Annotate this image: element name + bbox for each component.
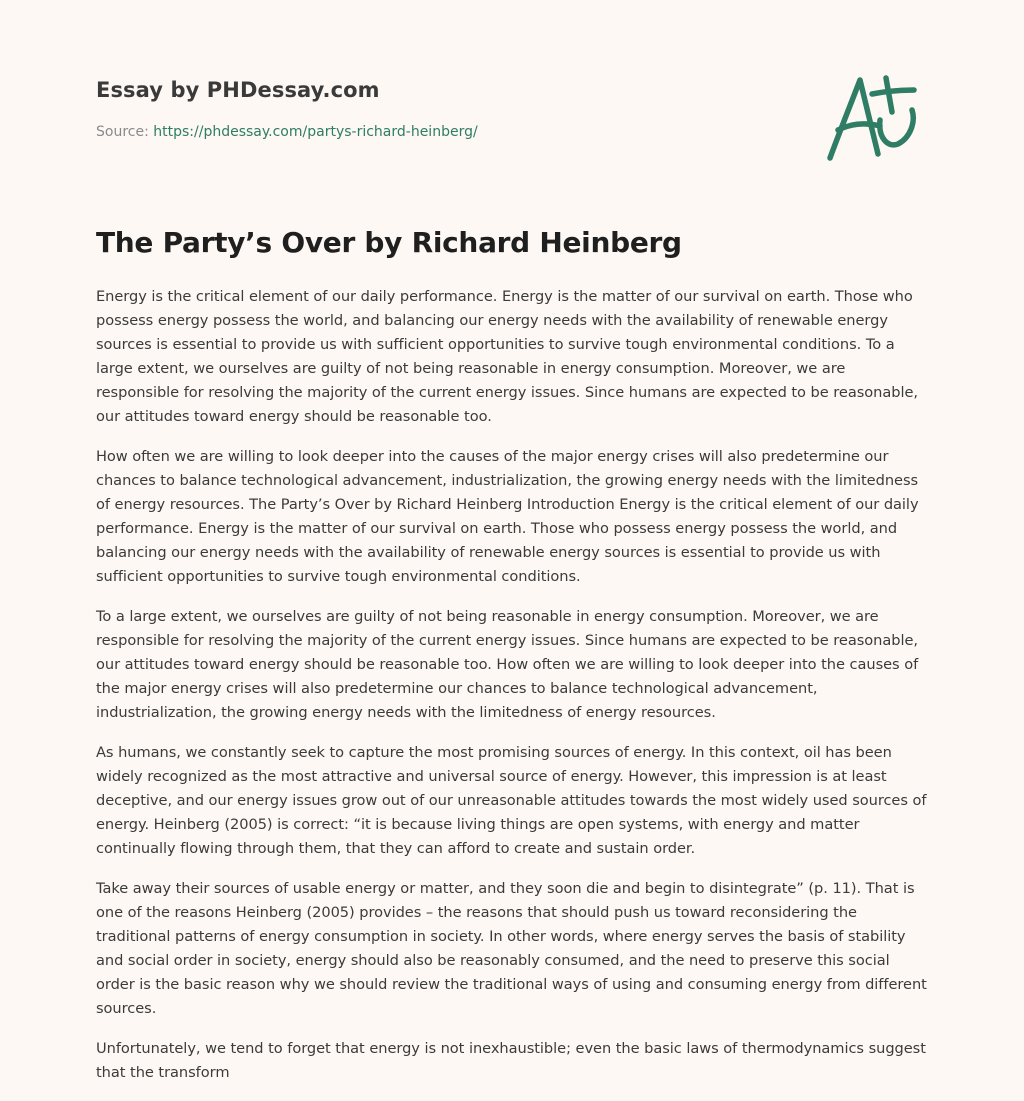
paragraph: Take away their sources of usable energy or matter, and they soon die and begin to disintegrate” (p. 11). That is one of the reasons Heinberg (2005) provides – the reasons that should push us toward reconsidering the traditional patterns of energy consumption in society. In other words, where energy serves the basis of stability and social order in society, energy should also be reasonably consumed, and the need to preserve this social order is the basic reason why we should review the traditional ways of using and consuming energy from different sources. [96,880,927,1017]
source-link[interactable]: https://phdessay.com/partys-richard-heinberg/ [153,124,478,140]
paragraph: As humans, we constantly seek to capture the most promising sources of energy. In this context, oil has been widely recognized as the most attractive and universal source of energy. However, this impression is at least deceptive, and our energy issues grow out of our unreasonable attitudes towards the most widely used sources of energy. Heinberg (2005) is correct: “it is because living things are open systems, with energy and matter continually flowing through them, that they can afford to create and sustain order. [96,744,927,857]
source-label: Source: [96,124,154,140]
paragraph: To a large extent, we ourselves are guilty of not being reasonable in energy consumption. Moreover, we are responsible for resolving the majority of the current energy issues. Since humans are expected to be reasonable, our attitudes toward energy should be reasonable too. How often we are willing to look deeper into the causes of the major energy crises will also predetermine our chances to balance technological advancement, industrialization, the growing energy needs with the limitedness of energy resources. [96,608,919,721]
article-body [96,285,932,1101]
paragraph: Energy is the critical element of our daily performance. Energy is the matter of our survival on earth. Those who possess energy possess the world, and balancing our energy needs with the availability of renewable energy sources is essential to provide us with sufficient opportunities to survive tough environmental conditions. To a large extent, we ourselves are guilty of not being reasonable in energy consumption. Moreover, we are responsible for resolving the majority of the current energy issues. Since humans are expected to be reasonable, our attitudes toward energy should be reasonable too. [96,288,918,425]
source-line [96,124,796,140]
paragraph: How often we are willing to look deeper into the causes of the major energy crises will also predetermine our chances to balance technological advancement, industrialization, the growing energy needs with the limitedness of energy resources. The Party’s Over by Richard Heinberg Introduction Energy is the critical element of our daily performance. Energy is the matter of our survival on earth. Those who possess energy possess the world, and balancing our energy needs with the availability of renewable energy sources is essential to provide us with sufficient opportunities to survive tough environmental conditions. [96,448,919,585]
paragraph: Unfortunately, we tend to forget that energy is not inexhaustible; even the basic laws of thermodynamics suggest that the transform [96,1040,926,1081]
a-plus-grade-icon [820,66,930,166]
essay-header [96,78,796,140]
a-plus-logo-svg [820,66,930,166]
site-title: Essay by PHDessay.com [96,78,380,102]
article-title: The Party’s Over by Richard Heinberg [96,226,682,259]
